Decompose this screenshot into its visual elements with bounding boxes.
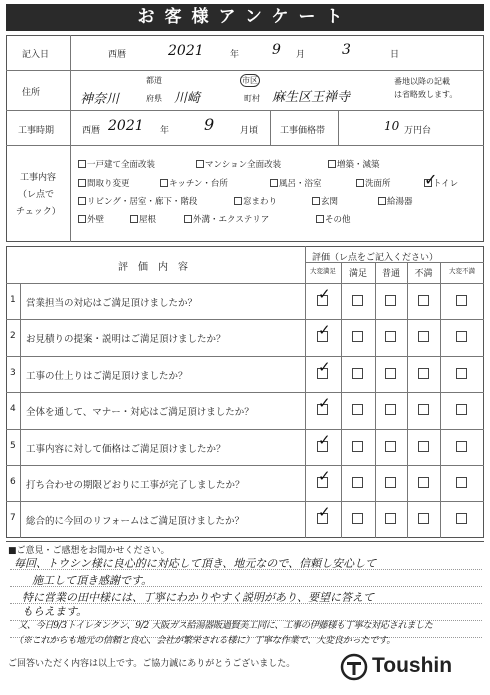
work-option[interactable] xyxy=(424,170,459,189)
work-period-month-unit: 月頃 xyxy=(240,126,259,136)
work-option[interactable] xyxy=(78,213,104,225)
entry-date-day-unit: 日 xyxy=(390,50,400,60)
work-content-label-2: （レ点で xyxy=(18,190,55,200)
work-option-label: 給湯器 xyxy=(387,197,413,207)
question-number: 5 xyxy=(10,440,16,451)
rating-checkbox[interactable] xyxy=(352,477,363,488)
rating-checkbox[interactable] xyxy=(456,295,467,306)
rating-checkbox[interactable] xyxy=(352,295,363,306)
question-number: 3 xyxy=(10,367,16,378)
rating-checkbox[interactable] xyxy=(456,404,467,415)
checkbox[interactable] xyxy=(316,215,324,223)
scale-header: 満足 xyxy=(348,269,367,279)
work-option-label: 一戸建て全面改装 xyxy=(87,160,156,170)
rating-checkbox[interactable] xyxy=(385,404,396,415)
scale-header: 不満 xyxy=(414,269,433,279)
scale-header: 普通 xyxy=(381,269,400,279)
work-period-year: 2021 xyxy=(108,118,144,134)
check-mark-icon: ✓ xyxy=(318,430,331,449)
entry-date-era: 西暦 xyxy=(108,50,127,60)
entry-date-month-unit: 月 xyxy=(296,50,306,60)
work-option[interactable] xyxy=(316,213,351,225)
address-pref-suffix-top: 都道 xyxy=(146,76,162,85)
checkbox[interactable] xyxy=(78,160,86,168)
rating-checkbox[interactable] xyxy=(352,331,363,342)
address-city: 川崎 xyxy=(174,91,201,106)
question-text: 営業担当の対応はご満足頂けましたか？ xyxy=(26,298,198,309)
footer-text: ご回答いただく内容は以上です。ご協力誠にありがとうございました。 xyxy=(8,659,296,669)
evaluation-header-content: 評 価 内 容 xyxy=(118,262,188,273)
brand-mark-icon xyxy=(340,653,368,681)
address-note-line2: は省略致します。 xyxy=(394,90,458,99)
rating-checkbox[interactable] xyxy=(418,331,429,342)
work-option[interactable] xyxy=(78,177,130,189)
rating-checkbox[interactable] xyxy=(456,441,467,452)
work-period-year-unit: 年 xyxy=(160,126,170,136)
work-option-label: 屋根 xyxy=(139,215,157,225)
work-option-label: 外壁 xyxy=(87,215,105,225)
work-option-label: キッチン・台所 xyxy=(169,179,228,189)
checkbox[interactable] xyxy=(130,215,138,223)
rating-checkbox[interactable] xyxy=(385,295,396,306)
work-option[interactable] xyxy=(184,213,269,225)
work-option-label: 間取り変更 xyxy=(87,179,130,189)
checkbox[interactable] xyxy=(78,215,86,223)
work-option[interactable] xyxy=(270,177,322,189)
comment-line-5: 又、今日9/3トイレタンクン、9/2 大阪ガス給湯器販過賢美工同に、工事の伊藤様も丁寧な対応されました xyxy=(18,620,433,631)
checkbox[interactable] xyxy=(184,215,192,223)
check-mark-icon: ✓ xyxy=(318,467,331,485)
work-option[interactable] xyxy=(234,195,277,207)
evaluation-header-eval: 評価（レ点をご記入ください） xyxy=(312,253,439,263)
rating-checkbox[interactable] xyxy=(352,441,363,452)
price-label: 工事価格帯 xyxy=(280,126,326,136)
checkbox[interactable] xyxy=(196,160,204,168)
checkbox[interactable] xyxy=(378,197,386,205)
page-title: お客様アンケート xyxy=(6,4,484,31)
brand-name: Toushin xyxy=(372,654,453,677)
address-town: 麻生区王禅寺 xyxy=(272,90,351,105)
rating-checkbox[interactable] xyxy=(456,368,467,379)
work-option[interactable] xyxy=(160,177,228,189)
rating-checkbox[interactable] xyxy=(418,368,429,379)
question-text: 打ち合わせの期限どおりに工事が完了しましたか？ xyxy=(26,480,245,491)
rating-checkbox[interactable] xyxy=(352,368,363,379)
work-option-label: 増築・減築 xyxy=(337,160,380,170)
checkbox[interactable] xyxy=(356,179,364,187)
work-option-label: マンション全面改装 xyxy=(205,160,282,170)
rating-checkbox[interactable] xyxy=(385,368,396,379)
entry-date-year-unit: 年 xyxy=(230,50,240,60)
rating-checkbox[interactable] xyxy=(385,513,396,524)
question-number: 1 xyxy=(10,295,16,305)
question-number: 7 xyxy=(10,513,16,524)
work-content-label: 工事内容 xyxy=(20,173,57,183)
work-option[interactable] xyxy=(312,195,338,207)
brand-logo xyxy=(340,652,482,682)
checkbox[interactable] xyxy=(78,179,86,187)
address-prefecture: 神奈川 xyxy=(80,92,120,107)
price-unit: 万円台 xyxy=(404,126,432,136)
work-option[interactable] xyxy=(130,213,156,225)
address-label: 住所 xyxy=(22,88,41,98)
address-city-suffix: 市区 xyxy=(242,76,258,85)
check-mark-icon: ✓ xyxy=(318,503,331,522)
address-pref-suffix-bottom: 府県 xyxy=(146,94,162,103)
work-option[interactable] xyxy=(78,195,197,207)
work-option[interactable] xyxy=(378,195,413,207)
rating-checkbox[interactable] xyxy=(456,513,467,524)
rating-checkbox[interactable] xyxy=(418,441,429,452)
work-option-label: トイレ xyxy=(433,179,459,189)
check-mark-icon: ✓ xyxy=(318,357,331,376)
rating-checkbox[interactable] xyxy=(385,477,396,488)
rating-checkbox[interactable] xyxy=(385,331,396,342)
work-option-label: 洗面所 xyxy=(365,179,391,189)
check-mark-icon: ✓ xyxy=(318,321,331,340)
question-text: 総合的に今回のリフォームはご満足頂けましたか？ xyxy=(26,516,245,528)
question-number: 6 xyxy=(10,477,16,487)
rating-checkbox[interactable] xyxy=(456,331,467,342)
rating-checkbox[interactable] xyxy=(456,477,467,488)
checkbox[interactable] xyxy=(328,160,336,168)
check-mark-icon: ✓ xyxy=(318,394,331,413)
rating-checkbox[interactable] xyxy=(385,441,396,452)
checkbox[interactable] xyxy=(424,170,438,189)
comment-line-1: 毎回、トウシン様に良心的に対応して頂き、地元なので、信頼し安心して xyxy=(14,557,377,570)
question-number: 4 xyxy=(10,404,16,415)
address-note-line1: 番地以降の記載 xyxy=(394,77,450,86)
rating-checkbox[interactable] xyxy=(418,404,429,415)
checkbox[interactable] xyxy=(78,197,86,205)
rating-checkbox[interactable] xyxy=(352,513,363,524)
rating-checkbox[interactable] xyxy=(352,404,363,415)
scale-header: 大変満足 xyxy=(310,267,336,275)
work-option[interactable] xyxy=(356,177,391,189)
comment-line-6: （※これからも地元の信頼と良心、会社が繁栄される様に）丁寧な作業で、大変良かったです。 xyxy=(14,635,396,646)
work-option[interactable] xyxy=(78,158,155,170)
checkbox[interactable] xyxy=(160,179,168,187)
entry-date-year: 2021 xyxy=(168,43,204,59)
work-option-label: 玄関 xyxy=(321,197,339,207)
work-content-label-3: チェック） xyxy=(16,207,61,217)
entry-date-label: 記入日 xyxy=(22,50,50,60)
question-text: 全体を通して、マナー・対応はご満足頂けましたか？ xyxy=(26,407,254,419)
scale-header: 大変不満 xyxy=(449,267,475,275)
work-option[interactable] xyxy=(328,158,380,170)
work-option-label: 外溝・エクステリア xyxy=(193,215,270,225)
info-section xyxy=(6,35,484,242)
rating-checkbox[interactable] xyxy=(418,295,429,306)
question-text: お見積りの提案・説明はご満足頂けましたか？ xyxy=(26,334,226,346)
work-option-label: リビング・居室・廊下・階段 xyxy=(87,197,198,207)
checkbox[interactable] xyxy=(234,197,242,205)
work-option-label: 風呂・浴室 xyxy=(279,179,322,189)
comments-label: ■ご意見・ご感想をお聞かせください。 xyxy=(8,546,170,556)
rating-checkbox[interactable] xyxy=(418,513,429,524)
comment-line-3: 特に営業の田中様には、丁寧にわかりやすく説明があり、要望に答えて xyxy=(22,591,374,604)
entry-date-day: 3 xyxy=(342,42,351,58)
price-value: 10 xyxy=(384,119,400,133)
question-text: 工事の仕上りはご満足頂けましたか？ xyxy=(26,370,188,382)
entry-date-month: 9 xyxy=(272,42,281,58)
work-period-label: 工事時期 xyxy=(18,126,55,136)
work-option-label: その他 xyxy=(325,215,351,225)
check-mark-icon: ✓ xyxy=(424,170,438,189)
checkbox[interactable] xyxy=(270,179,278,187)
work-period-month: 9 xyxy=(204,115,215,134)
question-text: 工事内容に対して価格はご満足頂けましたか？ xyxy=(26,443,226,455)
question-number: 2 xyxy=(10,331,16,342)
check-mark-icon: ✓ xyxy=(318,285,331,303)
rating-checkbox[interactable] xyxy=(418,477,429,488)
work-option-label: 窓まわり xyxy=(243,197,278,207)
checkbox[interactable] xyxy=(312,197,320,205)
work-option[interactable] xyxy=(196,158,281,170)
comment-line-4: もらえます。 xyxy=(22,605,88,618)
comment-line-2: 施工して頂き感謝です。 xyxy=(32,574,153,587)
address-town-suffix: 町村 xyxy=(244,94,260,103)
work-period-era: 西暦 xyxy=(82,126,101,136)
